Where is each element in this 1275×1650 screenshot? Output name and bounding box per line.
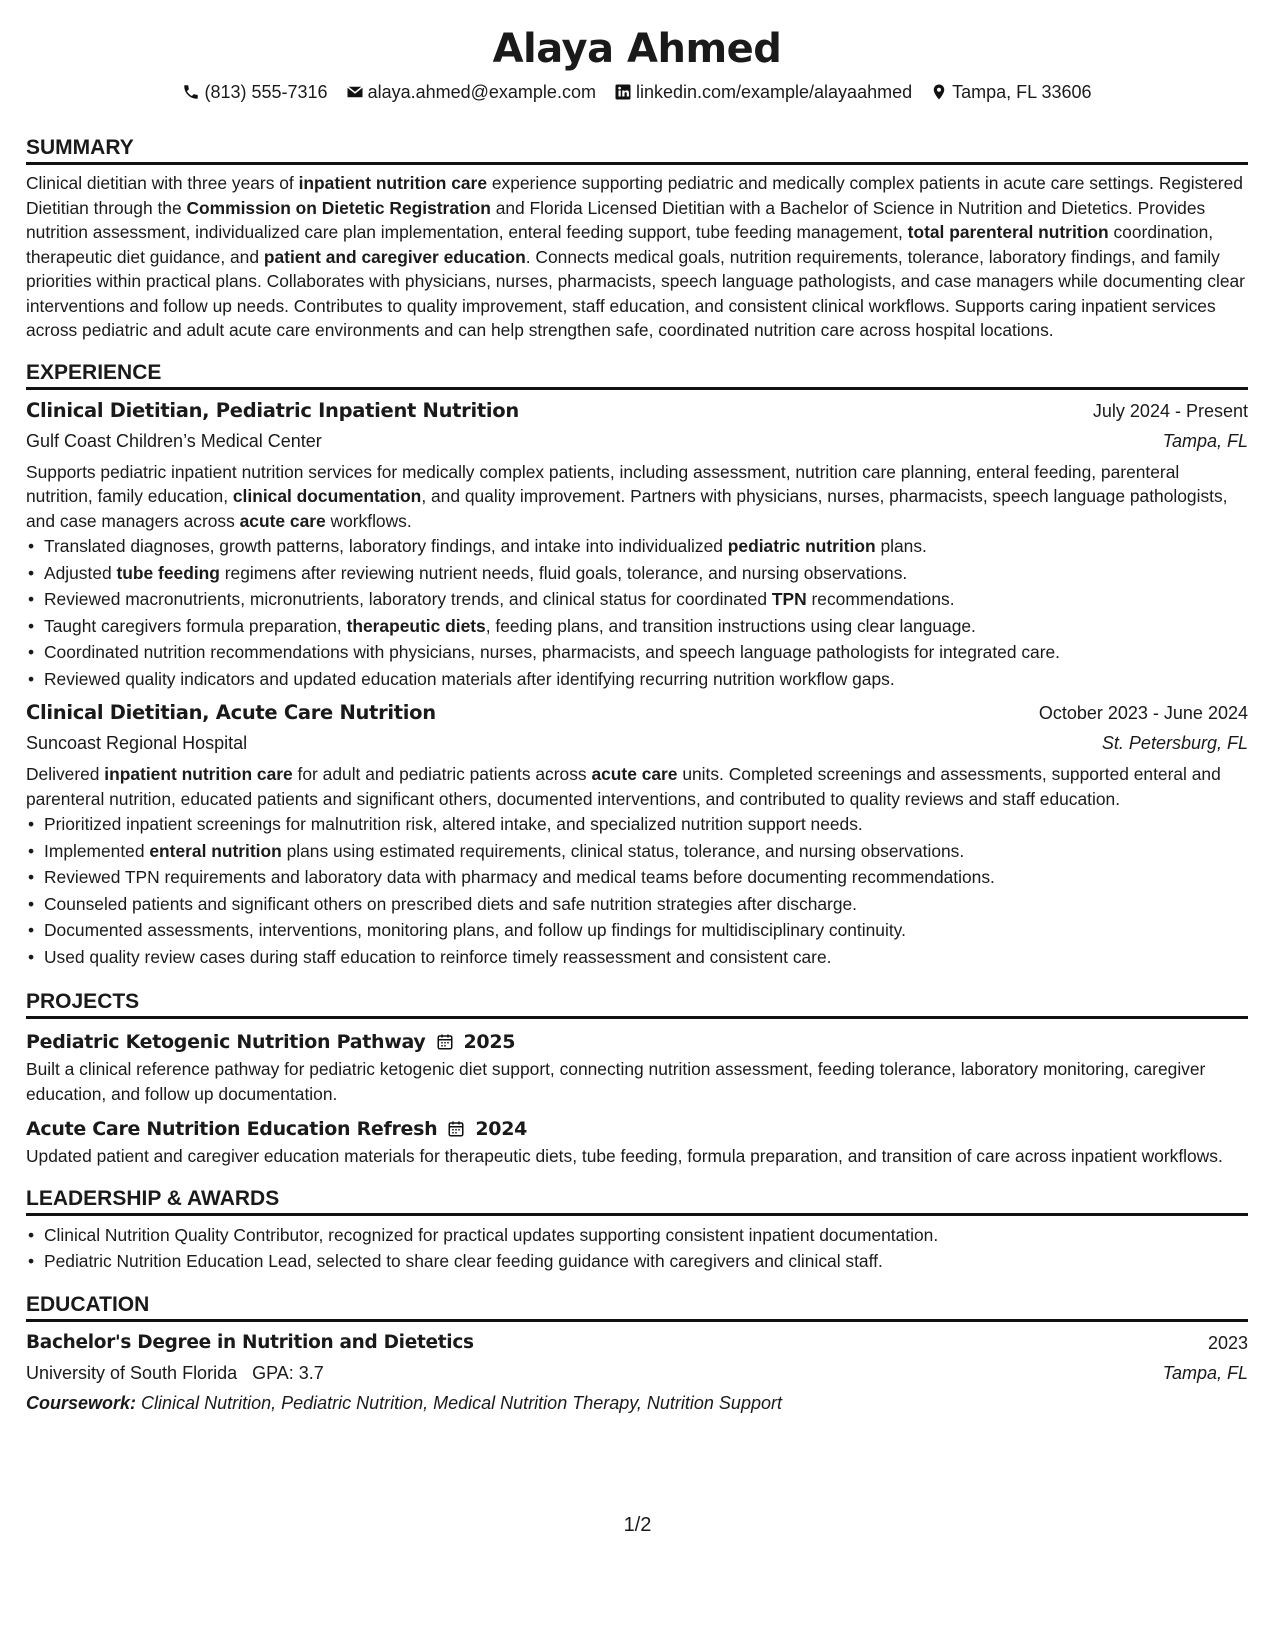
text-segment: Implemented: [44, 840, 150, 861]
contact-bar: [26, 78, 1248, 106]
bullet-item: [44, 838, 1248, 865]
job-bullets: [26, 811, 1248, 970]
project-year: 2025: [463, 1031, 516, 1053]
gpa: GPA: 3.7: [252, 1362, 324, 1383]
bullet-item: [44, 666, 1248, 693]
bold-keyword: inpatient nutrition care: [104, 764, 293, 784]
text-segment: workflows.: [325, 510, 412, 531]
text-segment: . Connects medical goals, nutrition requirements, tolerance, laboratory findings, and family priorities within practical plans. Collaborates with physicians, nurses, pharmacists, speech language pathologists, and case managers while documenting clear interventions and follow up needs. Contributes to quality improvement, staff education, and consistent clinical workflows. Supports caring inpatient services across pediatric and adult acute care environments and can help strengthen safe, coordinated nutrition care across hospital locations.: [26, 246, 1245, 340]
bold-keyword: acute care: [239, 510, 326, 531]
bold-keyword: pediatric nutrition: [727, 536, 876, 556]
bold-keyword: total parenteral nutrition: [907, 222, 1109, 242]
contact-phone: [182, 82, 327, 103]
contact-linkedin[interactable]: [614, 82, 912, 103]
candidate-name: Alaya Ahmed: [492, 26, 782, 72]
school-name: University of South Florida: [26, 1362, 238, 1383]
text-segment: Adjusted: [44, 562, 117, 583]
coursework-label: Coursework:: [26, 1392, 137, 1413]
text-segment: Coordinated nutrition recommendations with physicians, nurses, pharmacists, and speech language pathologists for integrated care.: [44, 642, 1060, 662]
education-entry: [26, 1328, 1248, 1418]
bold-keyword: acute care: [591, 764, 678, 784]
projects-heading: PROJECTS: [26, 972, 1248, 1019]
text-segment: coordination, therapeutic diet guidance, and: [26, 222, 1214, 267]
job-location: St. Petersburg, FL: [1101, 733, 1248, 753]
text-segment: Taught caregivers formula preparation,: [44, 615, 347, 636]
bullet-item: [44, 917, 1248, 944]
location-text: Tampa, FL 33606: [952, 81, 1092, 102]
text-segment: Reviewed macronutrients, micronutrients, laboratory trends, and clinical status for coordinated: [44, 589, 772, 609]
bullet-item: [44, 533, 1248, 560]
education-heading: EDUCATION: [26, 1275, 1248, 1322]
resume-page: [26, 16, 1248, 1418]
bold-keyword: patient and caregiver education: [263, 246, 526, 267]
bold-keyword: Commission on Dietetic Registration: [186, 197, 491, 218]
text-segment: Supports pediatric inpatient nutrition services for medically complex patients, including assessment, nutrition care planning, enteral feeding, parenteral nutrition, family education,: [26, 461, 1180, 506]
contact-email[interactable]: [346, 82, 596, 103]
job-organization: Suncoast Regional Hospital: [26, 733, 248, 753]
job-description: [26, 460, 1248, 534]
job-entry: [26, 698, 1248, 970]
job-title: Clinical Dietitian, Pediatric Inpatient Nutrition: [26, 398, 519, 422]
text-segment: Used quality review cases during staff education to reinforce timely reassessment and consistent care.: [44, 946, 832, 967]
leadership-heading: LEADERSHIP & AWARDS: [26, 1169, 1248, 1216]
phone-text: (813) 555-7316: [204, 81, 328, 102]
job-bullets: [26, 533, 1248, 692]
text-segment: for adult and pediatric patients across: [292, 764, 592, 784]
text-segment: Clinical dietitian with three years of: [26, 173, 299, 193]
projects-list: [26, 1027, 1248, 1169]
award-item: • Clinical Nutrition Quality Contributor, recognized for practical updates supporting consistent inpatient documentation.: [44, 1222, 1248, 1249]
bullet-item: [44, 639, 1248, 666]
job-description: [26, 762, 1248, 811]
text-segment: Documented assessments, interventions, monitoring plans, and follow up findings for multidisciplinary continuity.: [44, 920, 906, 940]
calendar-icon: [436, 1033, 454, 1051]
job-organization: Gulf Coast Children’s Medical Center: [26, 430, 322, 451]
text-segment: Reviewed quality indicators and updated education materials after identifying recurring nutrition workflow gaps.: [44, 668, 895, 689]
text-segment: Reviewed TPN requirements and laboratory data with pharmacy and medical teams before documenting recommendations.: [44, 867, 995, 887]
leadership-list: [26, 1222, 1248, 1275]
page-number: 1/2: [623, 1514, 652, 1536]
bold-keyword: tube feeding: [116, 562, 220, 583]
bullet-item: [44, 944, 1248, 971]
coursework: [26, 1388, 1248, 1418]
text-segment: Prioritized inpatient screenings for malnutrition risk, altered intake, and specialized nutrition support needs.: [44, 814, 863, 834]
project-entry: [26, 1027, 1248, 1106]
calendar-icon: [447, 1120, 465, 1138]
map-pin-icon: [930, 83, 948, 101]
bullet-item: [44, 586, 1248, 613]
job-location: Tampa, FL: [1162, 430, 1248, 451]
text-segment: , and quality improvement. Partners with physicians, nurses, pharmacists, speech language pathologists, and case managers across: [26, 486, 1228, 531]
bullet-item: [44, 864, 1248, 891]
bullet-item: [44, 811, 1248, 838]
project-name: Pediatric Ketogenic Nutrition Pathway: [26, 1031, 426, 1053]
envelope-icon: [346, 83, 364, 101]
text-segment: Delivered: [26, 764, 105, 784]
text-segment: plans using estimated requirements, clinical status, tolerance, and nursing observations.: [281, 840, 965, 861]
text-segment: Translated diagnoses, growth patterns, laboratory findings, and intake into individualized: [44, 536, 728, 556]
coursework-list: Clinical Nutrition, Pediatric Nutrition, Medical Nutrition Therapy, Nutrition Support: [141, 1392, 782, 1413]
job-date: October 2023 - June 2024: [1038, 703, 1248, 723]
text-segment: experience supporting pediatric and medically complex patients in acute care settings. Registered Dietitian through the: [26, 173, 1243, 218]
project-year: 2024: [475, 1118, 528, 1140]
experience-list: [26, 396, 1248, 971]
bullet-item: [44, 891, 1248, 918]
text-segment: regimens after reviewing nutrient needs, fluid goals, tolerance, and nursing observations.: [219, 562, 908, 583]
text-segment: recommendations.: [806, 589, 955, 609]
email-link[interactable]: alaya.ahmed@example.com: [367, 81, 596, 102]
award-item: • Pediatric Nutrition Education Lead, selected to share clear feeding guidance with caregivers and clinical staff.: [44, 1248, 1248, 1275]
experience-heading: EXPERIENCE: [26, 343, 1248, 390]
job-title: Clinical Dietitian, Acute Care Nutrition: [26, 701, 436, 724]
text-segment: Counseled patients and significant others on prescribed diets and safe nutrition strategies after discharge.: [44, 893, 858, 914]
linkedin-icon: [614, 83, 632, 101]
school-location: Tampa, FL: [1162, 1362, 1248, 1383]
degree-year: 2023: [1207, 1332, 1248, 1353]
phone-icon: [182, 83, 200, 101]
job-entry: [26, 396, 1248, 693]
bullet-item: [44, 560, 1248, 587]
text-segment: plans.: [875, 536, 927, 556]
summary-text: [26, 171, 1248, 343]
bold-keyword: therapeutic diets: [346, 615, 486, 636]
text-segment: and Florida Licensed Dietitian with a Bachelor of Science in Nutrition and Dietetics. Provides nutrition assessment, individualized care plan implementation, enteral feeding support, tube feeding management,: [26, 197, 1206, 242]
contact-location: [930, 82, 1091, 103]
bold-keyword: inpatient nutrition care: [298, 173, 487, 193]
school-info: [26, 1358, 324, 1388]
bold-keyword: TPN: [771, 589, 807, 609]
project-description: Updated patient and caregiver education materials for therapeutic diets, tube feeding, formula preparation, and transition of care across inpatient workflows.: [26, 1146, 1223, 1166]
bold-keyword: clinical documentation: [232, 486, 422, 506]
project-name: Acute Care Nutrition Education Refresh: [26, 1118, 438, 1140]
job-date: July 2024 - Present: [1092, 400, 1248, 421]
bold-keyword: enteral nutrition: [149, 840, 282, 861]
text-segment: , feeding plans, and transition instructions using clear language.: [485, 615, 976, 636]
text-segment: units. Completed screenings and assessments, supported enteral and parenteral nutrition, educated patients and significant others, documented interventions, and contributed to quality reviews and staff education.: [26, 764, 1221, 809]
linkedin-link[interactable]: linkedin.com/example/alayaahmed: [635, 81, 913, 102]
degree-title: Bachelor's Degree in Nutrition and Dietetics: [26, 1331, 474, 1353]
summary-heading: SUMMARY: [26, 118, 1248, 165]
project-description: Built a clinical reference pathway for pediatric ketogenic diet support, connecting nutrition assessment, feeding tolerance, laboratory monitoring, caregiver education, and follow up documentation.: [26, 1059, 1206, 1104]
project-entry: [26, 1114, 1248, 1169]
bullet-item: [44, 613, 1248, 640]
